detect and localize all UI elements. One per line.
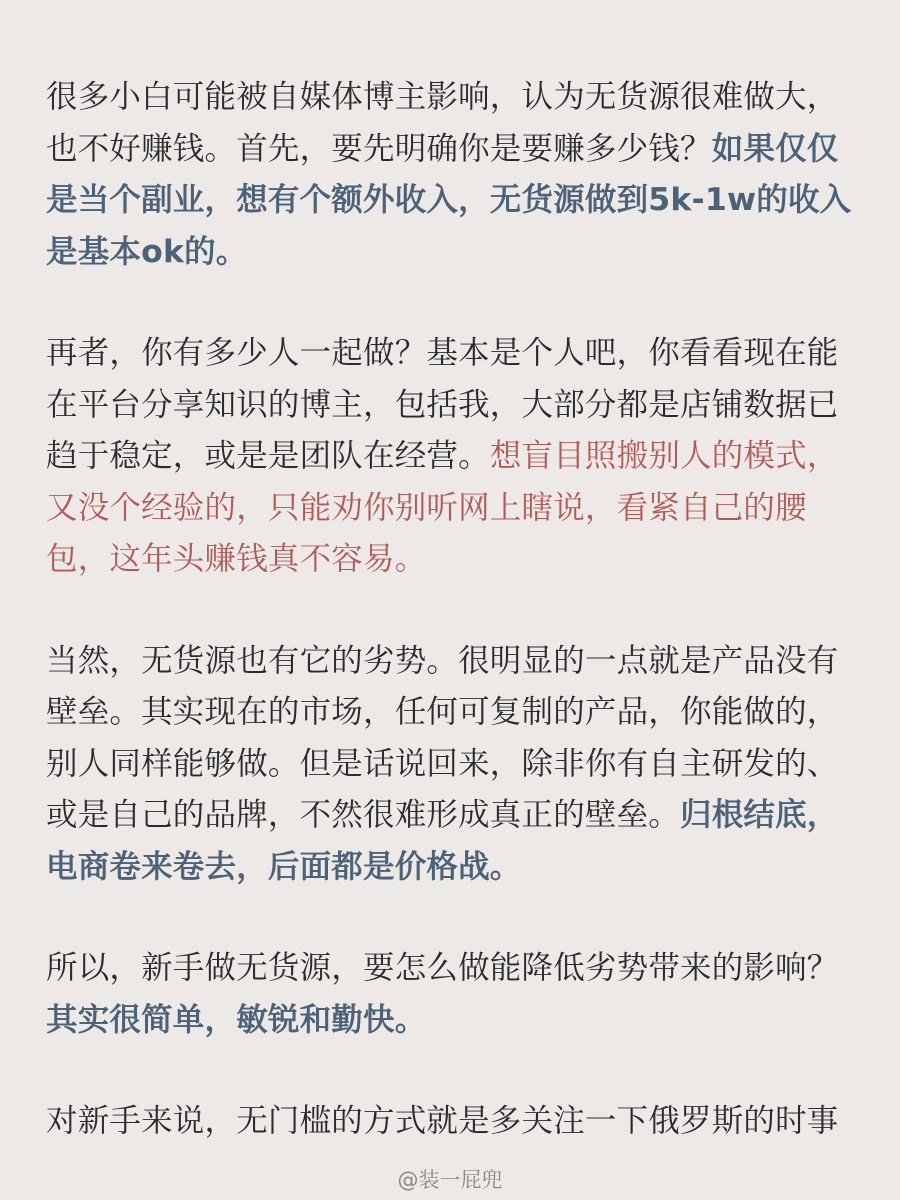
paragraph-1-text: 很多小白可能被自媒体博主影响，认为无货源很难做大，也不好赚钱。首先，要先明确你是要赚多少钱？ xyxy=(46,79,839,167)
paragraph-2-highlight: 想盲目照搬别人的模式，又没个经验的，只能劝你别听网上瞎说，看紧自己的腰包，这年头赚钱真不容易。 xyxy=(46,438,839,577)
paragraph-3 xyxy=(46,636,858,894)
author-watermark: @装一屁兜 xyxy=(397,1168,503,1192)
paragraph-5 xyxy=(46,1096,858,1148)
paragraph-4-highlight: 其实很简单，敏锐和勤快。 xyxy=(46,1001,427,1038)
paragraph-3-highlight: 归根结底，电商卷来卷去，后面都是价格战。 xyxy=(46,797,839,885)
paragraph-1-highlight: 如果仅仅是当个副业，想有个额外收入，无货源做到5k-1w的收入是基本ok的。 xyxy=(46,130,852,270)
article-body xyxy=(46,72,858,1148)
paragraph-5-text: 对新手来说，无门槛的方式就是多关注一下俄罗斯的时事 xyxy=(46,1103,839,1139)
paragraph-2-text: 再者，你有多少人一起做？基本是个人吧，你看看现在能在平台分享知识的博主，包括我，大部分都是店铺数据已趋于稳定，或是是团队在经营。 xyxy=(46,335,839,474)
paragraph-4-text: 所以，新手做无货源，要怎么做能降低劣势带来的影响？ xyxy=(46,950,839,986)
paragraph-2 xyxy=(46,328,858,586)
paragraph-3-text: 当然，无货源也有它的劣势。很明显的一点就是产品没有壁垒。其实现在的市场，任何可复制的产品，你能做的，别人同样能够做。但是话说回来，除非你有自主研发的、或是自己的品牌，不然很难形成真正的壁垒。 xyxy=(46,642,839,833)
paragraph-1 xyxy=(46,72,858,278)
paragraph-4 xyxy=(46,943,858,1046)
